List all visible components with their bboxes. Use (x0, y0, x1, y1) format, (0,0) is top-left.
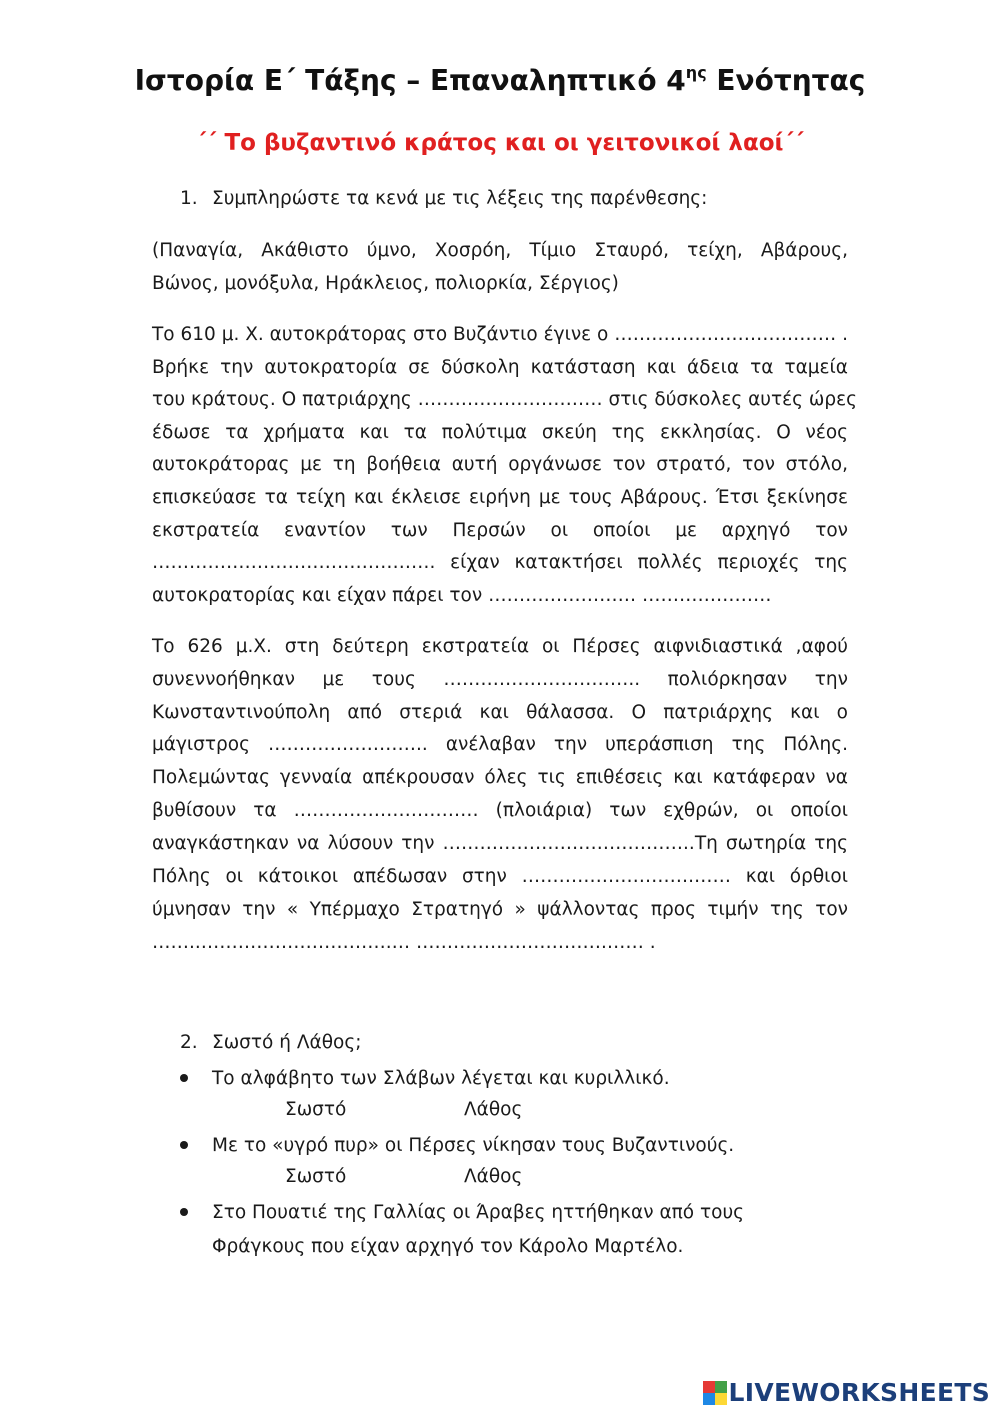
liveworksheets-logo (703, 1378, 990, 1407)
paragraph-line: εκστρατεία εναντίον των Περσών οι οποίοι με αρχηγό τον (152, 520, 848, 541)
paragraph-line: επισκεύασε τα τείχη και έκλεισε ειρήνη με τους Αβάρους. Έτσι ξεκίνησε (152, 487, 848, 508)
paragraph-line: του κράτους. Ο πατριάρχης ………………………… στις δύσκολες αυτές ώρες (152, 389, 857, 410)
question-2-heading (180, 1032, 361, 1053)
statement-text: Στο Πουατιέ της Γαλλίας οι Άραβες ηττήθηκαν από τους (212, 1202, 745, 1223)
statement-text: Με το «υγρό πυρ» οι Πέρσες νίκησαν τους Βυζαντινούς. (212, 1135, 735, 1156)
brand-name: LIVEWORKSHEETS (728, 1378, 990, 1407)
paragraph-line: ……..………………………….… ………………………….…… . (152, 932, 656, 953)
true-option[interactable]: Σωστό (285, 1099, 347, 1120)
page-title: Ιστορία Ε΄ Τάξης – Επαναληπτικό $4^{\eta\varsigma}$ Ενότητας (134, 62, 866, 97)
paragraph-line: Πόλης οι κάτοικοι απέδωσαν στην ……………………….…… και όρθιοι (152, 866, 848, 887)
title-superscript: ης (685, 62, 707, 82)
statement-text: Το αλφάβητο των Σλάβων λέγεται και κυριλλικό. (212, 1068, 670, 1089)
paragraph-line: ύμνησαν την « Υπέρμαχο Στρατηγό » ψάλλοντας προς τιμήν της τον (152, 899, 848, 920)
true-option[interactable]: Σωστό (285, 1166, 347, 1187)
word-list-line: (Παναγία, Ακάθιστο ύμνο, Χοσρόη, Τίμιο Σταυρό, τείχη, Αβάρους, (152, 240, 848, 261)
false-option[interactable]: Λάθος (464, 1166, 523, 1187)
paragraph-line: βυθίσουν τα ………………………… (πλοιάρια) των εχθρών, οι οποίοι (152, 800, 848, 821)
paragraph-line: αυτοκράτορας με τη βοήθεια αυτή οργάνωσε τον στρατό, τον στόλο, (152, 454, 848, 475)
question-text: Συμπληρώστε τα κενά με τις λέξεις της παρένθεσης: (212, 188, 708, 209)
paragraph-line: Πολεμώντας γενναία απέκρουσαν όλες τις επιθέσεις και κατάφεραν να (152, 767, 848, 788)
paragraph-line: αναγκάστηκαν να λύσουν την …………………………………..Τη σωτηρία της (152, 833, 848, 854)
liveworksheets-mark-icon (703, 1381, 727, 1405)
paragraph-line: Κωνσταντινούπολη από στεριά και θάλασσα. Ο πατριάρχης και ο (152, 702, 848, 723)
bullet-icon (180, 1208, 188, 1216)
paragraph-line: έδωσε τα χρήματα και τα πολύτιμα σκεύη της εκκλησίας. Ο νέος (152, 422, 848, 443)
paragraph-line: Το 610 μ. Χ. αυτοκράτορας στο Βυζάντιο έγινε ο ……………………………… . (152, 324, 849, 345)
paragraph-line: αυτοκρατορίας και είχαν πάρει τον …………………… ………………… (152, 585, 772, 606)
word-list-line: Βώνος, μονόξυλα, Ηράκλειος, πολιορκία, Σέργιος) (152, 273, 619, 294)
question-1-heading (180, 188, 707, 209)
paragraph-line: Βρήκε την αυτοκρατορία σε δύσκολη κατάσταση και άδεια τα ταμεία (152, 357, 848, 378)
paragraph-line: ………………………………………. είχαν κατακτήσει πολλές περιοχές της (152, 552, 848, 573)
false-option[interactable]: Λάθος (464, 1099, 523, 1120)
page-subtitle: ΄΄ Το βυζαντινό κράτος και οι γειτονικοί λαοί΄΄ (196, 130, 804, 156)
question-text: Σωστό ή Λάθος; (212, 1032, 362, 1053)
bullet-icon (180, 1141, 188, 1149)
paragraph-line: συνεννοήθηκαν με τους ………………………….. πολιόρκησαν την (152, 669, 848, 690)
statement-text: Φράγκους που είχαν αρχηγό τον Κάρολο Μαρτέλο. (212, 1236, 684, 1257)
paragraph-line: Το 626 μ.Χ. στη δεύτερη εκστρατεία οι Πέρσες αιφνιδιαστικά ,αφού (152, 636, 848, 657)
bullet-icon (180, 1074, 188, 1082)
question-number: 1. (180, 188, 198, 209)
question-number: 2. (180, 1032, 198, 1053)
paragraph-line: μάγιστρος …………………….. ανέλαβαν την υπεράσπιση της Πόλης. (152, 734, 848, 755)
